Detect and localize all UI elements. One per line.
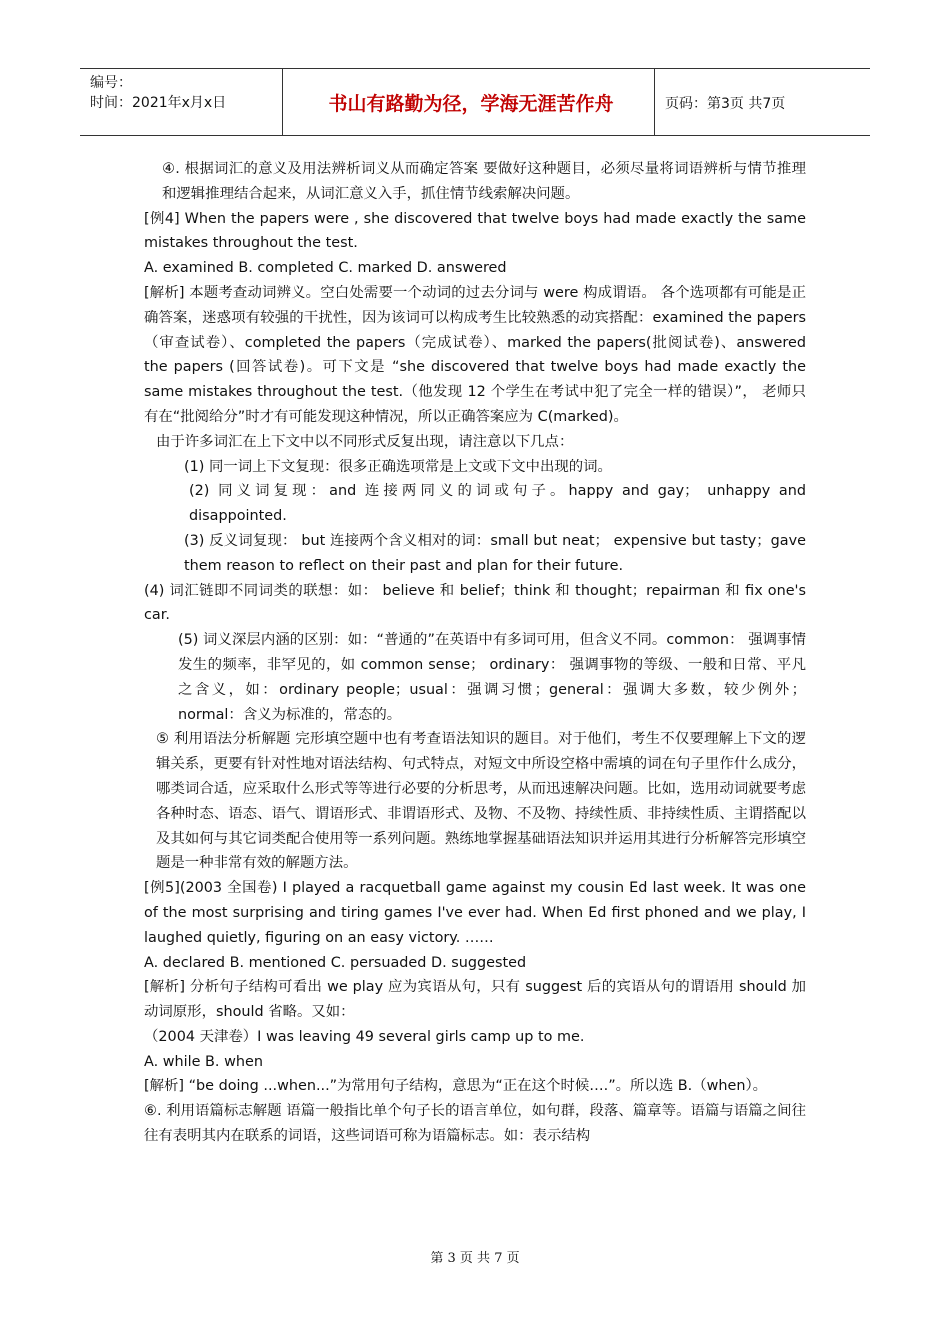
paragraph: (2) 同义词复现：and 连接两同义的词或句子。happy and gay； unhappy and disappointed. [189, 483, 806, 525]
paragraph: [解析] 本题考查动词辨义。空白处需要一个动词的过去分词与 were 构成谓语。 各个选项都有可能是正确答案，迷惑项有较强的干扰性，因为该词可以构成考生比较熟悉的动宾搭配：examined the papers （审查试卷）、completed the papers（完成试卷）、marked the papers(批阅试卷)、answered the papers (回答试卷)。可下文是 “she discovered that twelve boys had made exactly the same mistakes throughout the test.（他发现 12 个学生在考试中犯了完全一样的错误）”， 老师只有在“批阅给分”时才有可能发现这种情况，所以正确答案应为 C(marked)。 [144, 284, 806, 425]
paragraph: A. declared B. mentioned C. persuaded D. suggested [144, 954, 527, 971]
paragraph: [解析] 分析句子结构可看出 we play 应为宾语从句，只有 suggest 后的宾语从句的谓语用 should 加动词原形，should 省略。又如： [144, 979, 806, 1021]
paragraph: [例4] When the papers were , she discovered that twelve boys had made exactly the same mistakes throughout the test. [144, 210, 806, 252]
header-divider [654, 69, 655, 135]
paragraph: (4) 词汇链即不同词类的联想：如： believe 和 belief；think 和 thought；repairman 和 fix one's car. [144, 582, 806, 624]
paragraph: (1) 同一词上下文复现：很多正确选项常是上文或下文中出现的词。 [184, 458, 612, 475]
page-header [80, 68, 870, 136]
paragraph: （2004 天津卷）I was leaving 49 several girls camp up to me. [144, 1028, 585, 1045]
header-motto: 书山有路勤为径，学海无涯苦作舟 [328, 93, 614, 115]
paragraph: [例5](2003 全国卷) I played a racquetball game against my cousin Ed last week. It was one of the most surprising and tiring games I've ever had. When Ed first phoned and we play, I laughed quietly, figuring on an easy victory. …… [144, 880, 806, 946]
paragraph: 由于许多词汇在上下文中以不同形式反复出现，请注意以下几点： [156, 433, 574, 450]
document-body [144, 157, 806, 1149]
time-label: 时间：2021年x月x日 [90, 95, 227, 111]
paragraph: ⑤ 利用语法分析解题 完形填空题中也有考查语法知识的题目。对于他们，考生不仅要理解上下文的逻辑关系，更要有针对性地对语法结构、句式特点，对短文中所设空格中需填的词在句子里作什么成分，哪类词合适，应采取什么形式等等进行必要的分析思考，从而迅速解决问题。比如，选用动词就要考虑各种时态、语态、语气、谓语形式、非谓语形式、及物、不及物、持续性质、非持续性质、主谓搭配以及其如何与其它词类配合使用等一系列问题。熟练地掌握基础语法知识并运用其进行分析解答完形填空题是一种非常有效的解题方法。 [156, 731, 806, 872]
paragraph: [解析] “be doing ...when...”为常用句子结构，意思为“正在这个时候….”。所以选 B.（when）。 [144, 1078, 768, 1095]
header-page-info: 页码：第3页 共7页 [665, 96, 786, 112]
number-label: 编号： [90, 75, 132, 91]
page-footer: 第 3 页 共 7 页 [430, 1251, 520, 1266]
paragraph: ⑥. 利用语篇标志解题 语篇一般指比单个句子长的语言单位，如句群，段落、篇章等。语篇与语篇之间往往有表明其内在联系的词语，这些词语可称为语篇标志。如：表示结构 [144, 1103, 806, 1145]
paragraph: (5) 词义深层内涵的区别：如：“普通的”在英语中有多词可用，但含义不同。common： 强调事情发生的频率，非罕见的，如 common sense； ordinary： 强调事物的等级、一般和日常、平凡之含义，如：ordinary people；usual：强调习惯；general：强调大多数，较少例外；normal：含义为标准的，常态的。 [178, 632, 806, 723]
header-meta [90, 73, 226, 113]
paragraph: A. examined B. completed C. marked D. answered [144, 260, 507, 277]
paragraph: ④. 根据词汇的意义及用法辨析词义从而确定答案 要做好这种题目，必须尽量将词语辨析与情节推理和逻辑推理结合起来，从词汇意义入手，抓住情节线索解决问题。 [162, 161, 806, 202]
paragraph: A. while B. when [144, 1053, 263, 1070]
header-divider [282, 69, 283, 135]
paragraph: (3) 反义词复现： but 连接两个含义相对的词：small but neat； expensive but tasty；gave them reason to reflect on their past and plan for their future. [184, 532, 806, 574]
